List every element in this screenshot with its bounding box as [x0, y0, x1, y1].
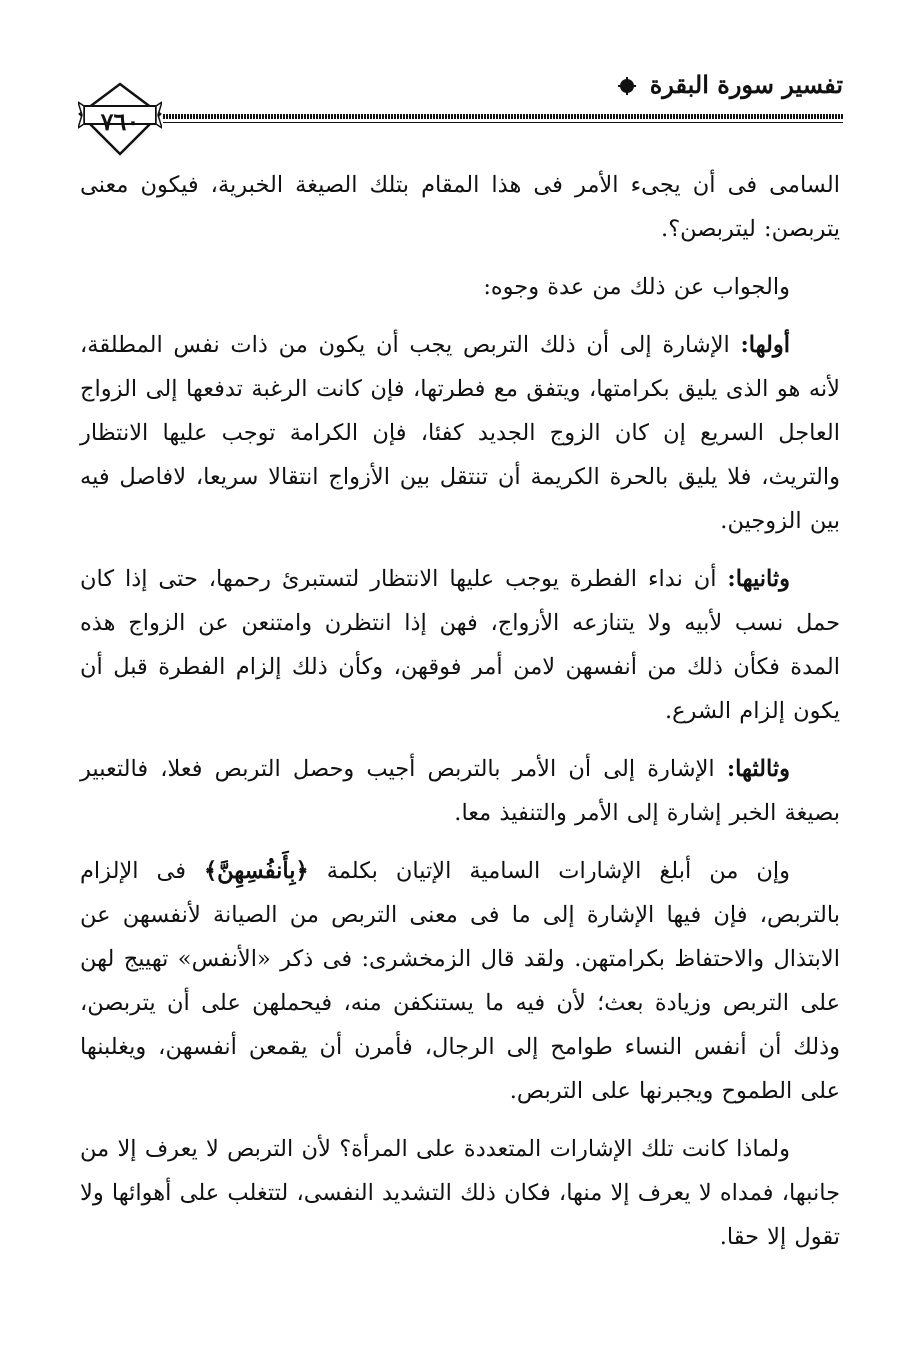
- lead-word: أولها:: [740, 332, 790, 358]
- paragraph-1: السامى فى أن يجىء الأمر فى هذا المقام بتلك الصيغة الخبرية، فيكون معنى يتربصن: ليتربصن؟.: [80, 172, 840, 242]
- paragraph-text: الإشارة إلى أن ذلك التربص يجب أن يكون من ذات نفس المطلقة، لأنه هو الذى يليق بكرامتها، ويتفق مع فطرتها، فإن كانت الرغبة تدفعها إلى الزواج العاجل السريع إن كان الزوج الجديد كفئا، فإن الكرامة توجب عليها الانتظار والتريث، فلا يليق بالحرة الكريمة أن تنتقل بين الأزواج انتقالا سريعا، لافاصل فيه بين الزوجين.: [80, 332, 840, 534]
- paragraph-third-reason: [80, 747, 840, 835]
- page-number-badge: [78, 82, 162, 158]
- paragraph-text: أن نداء الفطرة يوجب عليها الانتظار لتستبرئ رحمها، حتى إذا كان حمل نسب لأبيه ولا يتنازعه الأزواج، فهن إذا انتظرن وامتنعن عن الزواج هذه المدة فكأن ذلك من أنفسهن لامن أمر فوقهن، وكأن ذلك إلزام الفطرة قبل أن يكون إلزام الشرع.: [80, 566, 840, 724]
- header-rule: [163, 114, 843, 119]
- paragraph-text: الإشارة إلى أن الأمر بالتربص أجيب وحصل التربص فعلا، فالتعبير بصيغة الخبر إشارة إلى الأمر والتنفيذ معا.: [80, 756, 840, 826]
- ornament-icon: [617, 76, 637, 96]
- paragraph-text: فى الإلزام بالتربص، فإن فيها الإشارة إلى ما فى معنى التربص من الصيانة لأنفسهن عن الابتذال والاحتفاظ بكرامتهن. ولقد قال الزمخشرى: فى ذكر «الأنفس» تهييج لهن على التربص وزيادة بعث؛ لأن فيه ما يستنكفن منه، فيحملهن على أن يتربصن، وذلك أن أنفس النساء طوامح إلى الرجال، فأمرن أن يقمعن أنفسهن، ويغلبنها على الطموح ويجبرنها على التربص.: [80, 858, 840, 1104]
- lead-word: وثانيها:: [727, 566, 790, 592]
- paragraph-first-reason: [80, 323, 840, 543]
- quran-word: ﴿بِأَنفُسِهِنَّ﴾: [204, 858, 309, 884]
- paragraph-second-reason: [80, 557, 840, 733]
- header-rule-thin: [163, 122, 843, 123]
- running-title: تفسير سورة البقرة: [649, 70, 843, 99]
- paragraph-7: ولماذا كانت تلك الإشارات المتعددة على المرأة؟ لأن التربص لا يعرف إلا من جانبها، فمداه لا يعرف إلا منها، فكان ذلك التشديد النفسى، لتتغلب على أهوائها ولا تقول إلا حقا.: [80, 1136, 840, 1250]
- paragraph-2: والجواب عن ذلك من عدة وجوه:: [483, 274, 790, 300]
- page-number: ٧٦٠: [100, 107, 140, 136]
- paragraph-anfusihinna: [80, 849, 840, 1113]
- page-body: [80, 163, 840, 1259]
- page-header: [78, 62, 843, 162]
- paragraph-text: وإن من أبلغ الإشارات السامية الإتيان بكلمة: [326, 858, 791, 884]
- lead-word: وثالثها:: [726, 756, 790, 782]
